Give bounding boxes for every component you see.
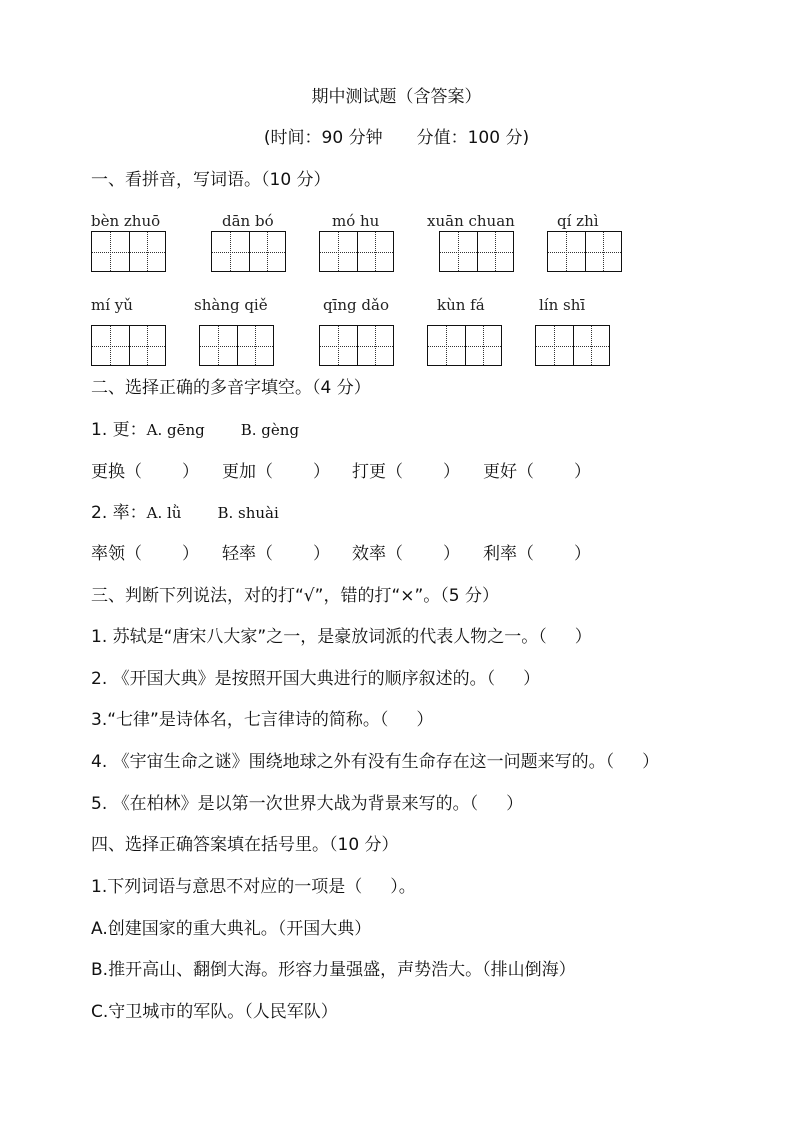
close-paren: ） [443,462,460,482]
section4-heading: 四、选择正确答案填在括号里。（10 分） [91,835,399,855]
grid-cell[interactable] [237,326,274,365]
grid-cell[interactable] [440,232,477,271]
pinyin-label: qīng dǎo [323,296,390,314]
question-stem [91,419,299,441]
item-text: 利率（ [483,544,534,564]
grid-cell[interactable] [465,326,502,365]
item-text: 更加（ [222,462,273,482]
writing-grid[interactable] [535,325,610,366]
item-text: 轻率（ [222,544,273,564]
close-paren: ） [523,669,541,689]
statement-text: 5. 《在柏林》是以第一次世界大战为背景来写的。（ [91,794,479,814]
close-paren: ） [574,627,592,647]
option-b: B. shuài [217,504,279,522]
choice-option-a: A.创建国家的重大典礼。（开国大典） [91,919,372,939]
judge-item [91,668,540,690]
grid-cell[interactable] [129,326,166,365]
writing-grid[interactable] [91,325,166,366]
fill-blank-item [222,543,330,565]
pinyin-label: qí zhì [557,212,599,230]
question-label: 2. 率： [91,503,147,523]
pinyin-label: lín shī [539,296,586,314]
grid-cell[interactable] [536,326,573,365]
fill-blank-item [352,543,460,565]
judge-item [91,793,523,815]
grid-cell[interactable] [585,232,622,271]
grid-cell[interactable] [249,232,286,271]
close-paren: ） [313,544,330,564]
item-text: 率领（ [91,544,142,564]
section1-heading: 一、看拼音，写词语。（10 分） [91,170,331,190]
writing-grid[interactable] [319,231,394,272]
writing-grid[interactable] [319,325,394,366]
pinyin-label: dān bó [222,212,274,230]
writing-grid[interactable] [91,231,166,272]
section3-heading: 三、判断下列说法，对的打“√”，错的打“×”。（5 分） [91,586,500,606]
option-a: A. lǜ [146,504,182,522]
close-paren: ） [182,544,199,564]
choice-option-b: B.推开高山、翻倒大海。形容力量强盛，声势浩大。（排山倒海） [91,960,576,980]
grid-cell[interactable] [92,326,129,365]
fill-blank-item [352,461,460,483]
pinyin-label: bèn zhuō [91,212,161,230]
close-paren: ） [574,544,591,564]
grid-cell[interactable] [320,326,357,365]
item-text: 打更（ [352,462,403,482]
grid-cell[interactable] [357,232,394,271]
choice-option-c: C.守卫城市的军队。（人民军队） [91,1002,338,1022]
writing-grid[interactable] [199,325,274,366]
judge-item [91,709,433,731]
grid-cell[interactable] [320,232,357,271]
question-stem [91,502,279,524]
close-paren: ） [313,462,330,482]
judge-item [91,751,659,773]
close-paren: ） [642,752,660,772]
exam-info: (时间：90 分钟 分值：100 分) [263,128,530,148]
item-text: 更好（ [483,462,534,482]
option-a: A. gēng [146,421,205,439]
close-paren: ）。 [390,877,416,897]
item-text: 更换（ [91,462,142,482]
question-stem [91,876,416,898]
grid-cell[interactable] [573,326,610,365]
writing-grid[interactable] [439,231,514,272]
pinyin-label: mó hu [332,212,380,230]
writing-grid[interactable] [427,325,502,366]
grid-cell[interactable] [212,232,249,271]
grid-cell[interactable] [548,232,585,271]
fill-blank-item [91,543,199,565]
fill-blank-item [222,461,330,483]
section2-heading: 二、选择正确的多音字填空。（4 分） [91,378,371,398]
statement-text: 1. 苏轼是“唐宋八大家”之一，是豪放词派的代表人物之一。（ [91,627,547,647]
grid-cell[interactable] [92,232,129,271]
writing-grid[interactable] [547,231,622,272]
writing-grid[interactable] [211,231,286,272]
close-paren: ） [182,462,199,482]
judge-item [91,626,592,648]
close-paren: ） [443,544,460,564]
page-title: 期中测试题（含答案） [311,87,482,107]
grid-cell[interactable] [357,326,394,365]
close-paren: ） [506,794,524,814]
item-text: 效率（ [352,544,403,564]
grid-cell[interactable] [477,232,514,271]
grid-cell[interactable] [428,326,465,365]
pinyin-label: xuān chuan [427,212,515,230]
grid-cell[interactable] [129,232,166,271]
statement-text: 3.“七律”是诗体名，七言律诗的简称。（ [91,710,389,730]
option-b: B. gèng [240,421,300,439]
pinyin-label: kùn fá [437,296,485,314]
close-paren: ） [574,462,591,482]
statement-text: 4. 《宇宙生命之谜》围绕地球之外有没有生命存在这一问题来写的。（ [91,752,615,772]
fill-blank-item [91,461,199,483]
fill-blank-item [483,543,591,565]
close-paren: ） [416,710,434,730]
statement-text: 2. 《开国大典》是按照开国大典进行的顺序叙述的。（ [91,669,496,689]
question-label: 1. 更： [91,420,147,440]
grid-cell[interactable] [200,326,237,365]
fill-blank-item [483,461,591,483]
pinyin-label: shàng qiě [194,296,268,314]
question-text: 1.下列词语与意思不对应的一项是（ [91,877,363,897]
pinyin-label: mí yǔ [91,296,133,314]
